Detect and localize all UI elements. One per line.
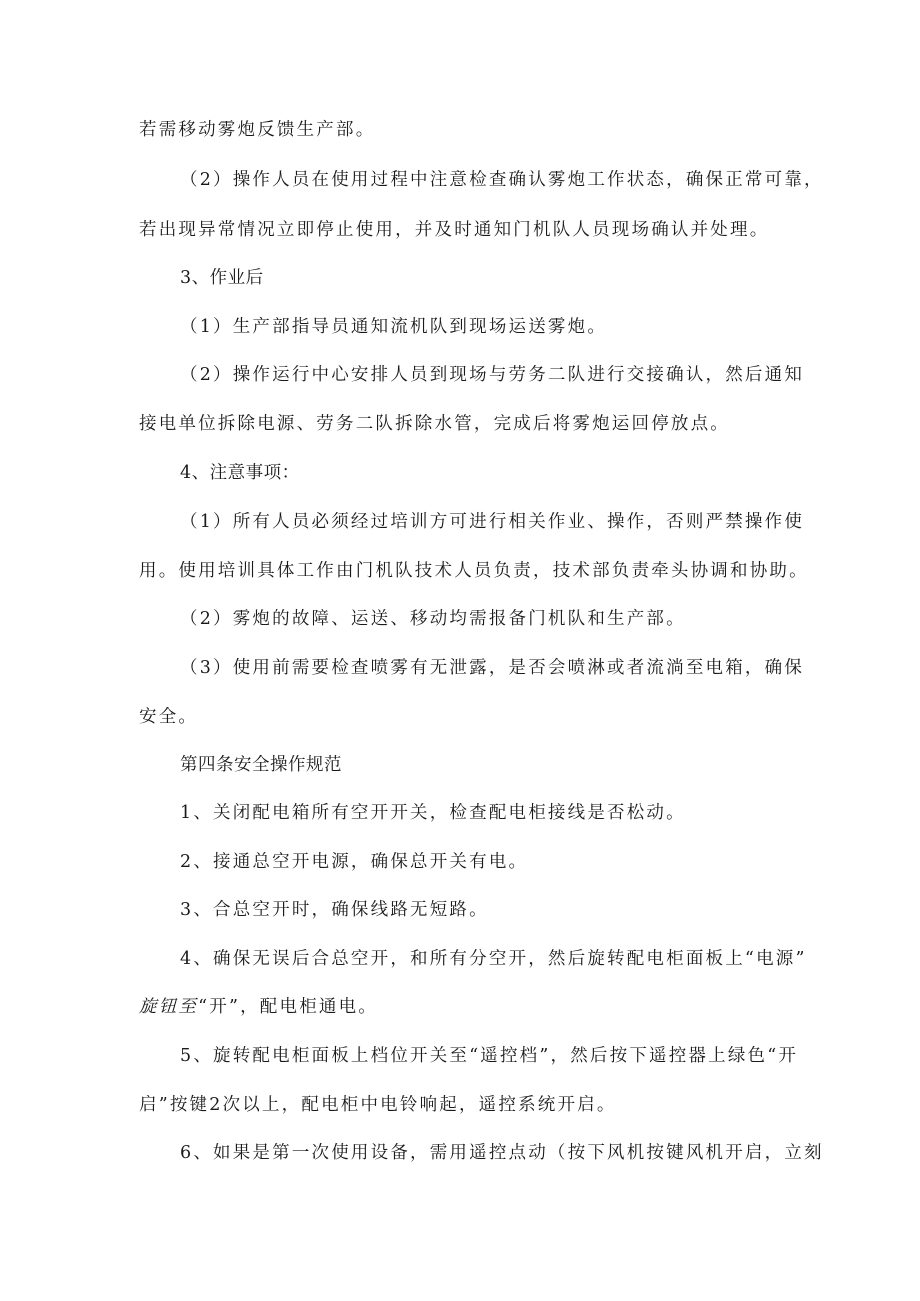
text-line: 若出现异常情况立即停止使用，并及时通知门机队人员现场确认并处理。 [139,220,770,240]
text-line: 4、确保无误后合总空开，和所有分空开，然后旋转配电柜面板上“电源” [180,949,807,969]
text-line: （2）操作运行中心安排人员到现场与劳务二队进行交接确认，然后通知 [180,365,805,385]
text-line: 用。使用培训具体工作由门机队技术人员负责，技术部负责牵头协调和协助。 [139,561,809,581]
text-line: （1）生产部指导员通知流机队到现场运送雾炮。 [180,317,608,337]
text-segment: “开”，配电柜通电。 [198,997,379,1017]
text-line: （1）所有人员必须经过培训方可进行相关作业、操作，否则严禁操作使 [180,512,805,532]
text-line: 2、接通总空开电源，确保总开关有电。 [180,852,529,872]
text-line: （2）操作人员在使用过程中注意检查确认雾炮工作状态，确保正常可靠， [180,170,824,190]
text-line: 1、关闭配电箱所有空开开关，检查配电柜接线是否松动。 [180,803,686,823]
text-line: 接电单位拆除电源、劳务二队拆除水管，完成后将雾炮运回停放点。 [139,414,730,434]
section-heading: 4、注意事项： [180,463,300,483]
section-heading: 3、作业后 [180,268,264,288]
article-heading: 第四条安全操作规范 [180,755,342,775]
text-line: 若需移动雾炮反馈生产部。 [139,120,376,140]
text-line: 3、合总空开时，确保线路无短路。 [180,900,489,920]
text-line: 启”按键2次以上，配电柜中电铃响起，遥控系统开启。 [139,1095,617,1115]
text-line: （3）使用前需要检查喷雾有无泄露，是否会喷淋或者流淌至电箱，确保 [180,658,805,678]
text-line: （2）雾炮的故障、运送、移动均需报备门机队和生产部。 [180,609,686,629]
text-line: 5、旋转配电柜面板上档位开关至“遥控档”，然后按下遥控器上绿色“开 [180,1046,799,1066]
text-line [139,995,378,1019]
italic-text: 旋钮至 [139,997,199,1017]
text-line: 安全。 [139,707,199,727]
text-line: 6、如果是第一次使用设备，需用遥控点动（按下风机按键风机开启，立刻 [180,1143,824,1163]
